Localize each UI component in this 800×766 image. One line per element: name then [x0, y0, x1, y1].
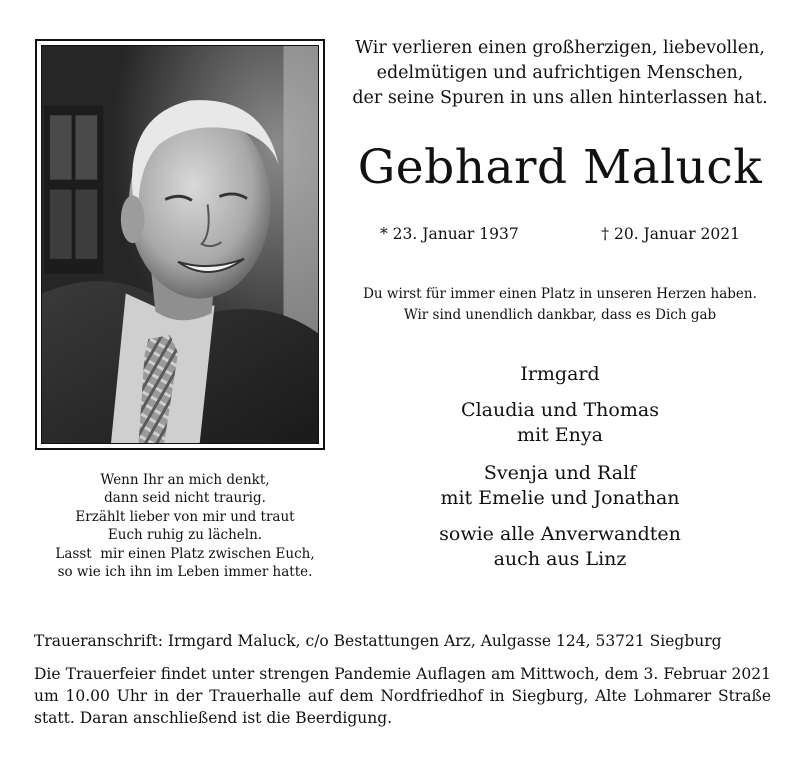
- mourner-group: [340, 522, 780, 572]
- portrait-illustration: [42, 46, 318, 443]
- intro-line: edelmütigen und aufrichtigen Menschen,: [376, 63, 744, 83]
- intro-line: der seine Spuren in uns allen hinterlassen hat.: [352, 88, 768, 108]
- quote-line: Du wirst für immer einen Platz in unseren Herzen haben.: [363, 286, 757, 302]
- mourner-line: Svenja und Ralf: [483, 462, 637, 484]
- verse-line: Euch ruhig zu lächeln.: [107, 527, 263, 544]
- mourner-group: [340, 362, 780, 387]
- verse-line: dann seid nicht traurig.: [104, 490, 266, 507]
- mourner-group: [340, 461, 780, 511]
- mourners-list: [340, 362, 780, 582]
- intro-line: Wir verlieren einen großherzigen, liebevollen,: [355, 38, 765, 58]
- mourning-address: Traueranschrift: Irmgard Maluck, c/o Bestattungen Arz, Aulgasse 124, 53721 Siegburg: [34, 632, 722, 650]
- deceased-name: Gebhard Maluck: [357, 140, 763, 195]
- verse-line: Erzählt lieber von mir und traut: [75, 508, 295, 525]
- memorial-quote: [340, 284, 780, 326]
- verse-line: so wie ich ihn im Leben immer hatte.: [57, 564, 313, 581]
- birth-date: * 23. Januar 1937: [380, 225, 519, 243]
- memorial-verse: [35, 471, 335, 581]
- mourner-line: mit Emelie und Jonathan: [440, 487, 680, 509]
- quote-line: Wir sind unendlich dankbar, dass es Dich gab: [403, 307, 717, 323]
- verse-line: Wenn Ihr an mich denkt,: [100, 472, 270, 488]
- death-date: † 20. Januar 2021: [601, 225, 740, 243]
- portrait-photo: [41, 45, 319, 444]
- verse-line: Lasst mir einen Platz zwischen Euch,: [55, 545, 315, 562]
- mourner-line: auch aus Linz: [493, 548, 627, 570]
- mourner-line: sowie alle Anverwandten: [439, 523, 681, 545]
- mourner-line: Claudia und Thomas: [461, 399, 659, 421]
- life-dates: [340, 223, 780, 247]
- mourner-line: mit Enya: [517, 424, 603, 446]
- intro-text: [340, 36, 780, 111]
- mourner-line: Irmgard: [520, 363, 600, 385]
- portrait-photo-frame: [35, 39, 325, 450]
- mourner-group: [340, 398, 780, 448]
- funeral-service-info: Die Trauerfeier findet unter strengen Pandemie Auflagen am Mittwoch, dem 3. Februar 2021 um 10.00 Uhr in der Trauerhalle auf dem Nordfriedhof in Siegburg, Alte Lohmarer Straße statt. Daran anschließend ist die Beerdigung.: [34, 665, 771, 727]
